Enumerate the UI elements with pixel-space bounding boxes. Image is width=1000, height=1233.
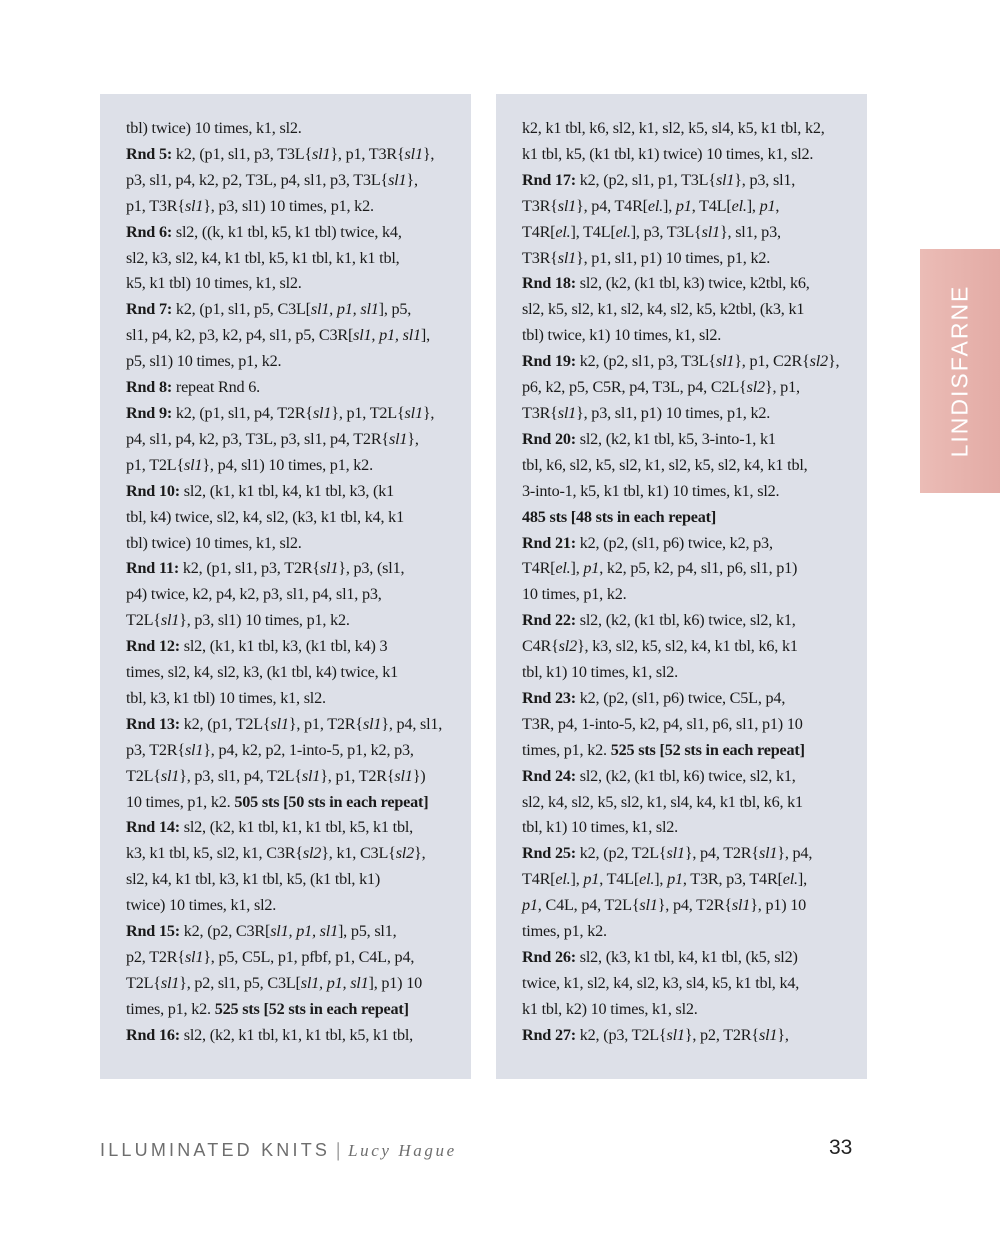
pattern-line — [522, 738, 847, 764]
pattern-bold-text: Rnd 16: — [126, 1025, 180, 1044]
pattern-text: ], T4L[ — [570, 222, 616, 241]
pattern-line — [522, 323, 847, 349]
pattern-text: repeat Rnd 6. — [172, 378, 261, 397]
pattern-text: sl2, (k2, k1 tbl, k1, k1 tbl, k5, k1 tbl, — [179, 818, 413, 837]
pattern-line — [126, 997, 451, 1023]
pattern-bold-text: Rnd 22: — [522, 611, 576, 630]
pattern-text: }, p2, sl1, p5, C3L[ — [179, 973, 301, 992]
pattern-text: tbl, k4) twice, sl2, k4, sl2, (k3, k1 tbl, k4, k1 — [126, 507, 404, 526]
pattern-bold-text: Rnd 12: — [126, 637, 180, 656]
pattern-text: twice, k1, sl2, k4, sl2, k3, sl4, k5, k1 tbl, k4, — [522, 973, 800, 992]
pattern-text: sl2, (k2, (k1 tbl, k6) twice, sl2, k1, — [575, 611, 796, 630]
pattern-bold-text: 505 sts [50 sts in each repeat] — [234, 792, 429, 811]
pattern-bold-text: Rnd 5: — [126, 144, 173, 163]
pattern-text: , C4L, p4, T2L{ — [537, 896, 640, 915]
pattern-text: T4R[ — [522, 222, 556, 241]
pattern-bold-text: Rnd 19: — [522, 352, 576, 371]
pattern-text: T4R[ — [522, 870, 556, 889]
pattern-text: ], — [420, 326, 430, 345]
pattern-italic-text: sl1, p1, sl1 — [270, 922, 338, 941]
pattern-text: T2L{ — [126, 766, 161, 785]
pattern-bold-text: Rnd 14: — [126, 818, 180, 837]
pattern-bold-text: 525 sts [52 sts in each repeat] — [610, 740, 805, 759]
pattern-text: }, p1, T2R{ — [320, 766, 395, 785]
pattern-bold-text: 485 sts [48 sts in each repeat] — [522, 507, 717, 526]
pattern-text: }) — [412, 766, 426, 785]
pattern-line — [126, 531, 451, 557]
pattern-italic-text: el. — [731, 196, 747, 215]
pattern-text: 3-into-1, k5, k1 tbl, k1) 10 times, k1, sl2. — [522, 481, 780, 500]
pattern-text: , T3R, p3, T4R[ — [682, 870, 783, 889]
pattern-italic-text: sl1 — [160, 973, 180, 992]
pattern-italic-text: sl1 — [731, 896, 751, 915]
pattern-text: }, — [827, 352, 840, 371]
pattern-line — [522, 867, 847, 893]
pattern-italic-text: sl1 — [160, 611, 180, 630]
pattern-column-right — [496, 94, 867, 1079]
pattern-text: sl2, (k1, k1 tbl, k4, k1 tbl, k3, (k1 — [179, 481, 394, 500]
pattern-bold-text: Rnd 9: — [126, 403, 173, 422]
pattern-italic-text: sl1 — [758, 1025, 778, 1044]
pattern-line — [522, 479, 847, 505]
pattern-text: sl2, k4, k1 tbl, k3, k1 tbl, k5, (k1 tbl, k1) — [126, 870, 381, 889]
pattern-line — [522, 142, 847, 168]
pattern-text: k2, (p2, (sl1, p6) twice, k2, p3, — [575, 533, 773, 552]
pattern-text: k2, (p2, sl1, p1, T3L{ — [575, 170, 716, 189]
pattern-text: }, — [422, 403, 435, 422]
pattern-italic-text: sl1 — [388, 170, 407, 189]
pattern-text: }, p1, — [764, 378, 800, 397]
pattern-text: p6, k2, p5, C5R, p4, T3L, p4, C2L{ — [522, 378, 747, 397]
pattern-bold-text: Rnd 15: — [126, 922, 180, 941]
pattern-italic-text: sl2 — [558, 637, 577, 656]
pattern-italic-text: p1 — [667, 870, 683, 889]
pattern-text: sl2, (k2, k1 tbl, k1, k1 tbl, k5, k1 tbl, — [179, 1025, 413, 1044]
pattern-line — [522, 997, 847, 1023]
pattern-italic-text: sl1 — [388, 429, 408, 448]
pattern-line — [126, 142, 451, 168]
pattern-line — [126, 660, 451, 686]
pattern-text: k2, (p2, C3R[ — [179, 922, 271, 941]
pattern-text: k2, (p1, sl1, p3, T3L{ — [172, 144, 313, 163]
pattern-italic-text: sl2 — [395, 844, 414, 863]
running-footer — [100, 1139, 457, 1165]
pattern-text: k2, (p2, T2L{ — [575, 844, 667, 863]
pattern-line — [522, 401, 847, 427]
pattern-text: , k2, p5, k2, p4, sl1, p6, sl1, p1) — [599, 559, 798, 578]
pattern-text: ], — [654, 870, 668, 889]
pattern-bold-text: Rnd 26: — [522, 948, 576, 966]
pattern-bold-text: Rnd 10: — [126, 481, 180, 500]
pattern-text: }, p4, T4R[ — [576, 196, 648, 215]
pattern-text: sl2, k5, sl2, k1, sl2, k4, sl2, k5, k2tbl, (k3, k1 — [522, 300, 805, 319]
pattern-text: p5, sl1) 10 times, p1, k2. — [126, 352, 282, 371]
pattern-text: }, k1, C3L{ — [321, 844, 396, 863]
pattern-text: sl2, k4, sl2, k5, sl2, k1, sl4, k4, k1 tbl, k6, k1 — [522, 792, 803, 811]
pattern-italic-text: p1 — [583, 870, 600, 889]
pattern-text: ], p5, sl1, — [337, 922, 397, 941]
pattern-text: tbl) twice, k1) 10 times, k1, sl2. — [522, 326, 722, 345]
pattern-italic-text: p1 — [759, 196, 776, 215]
pattern-line — [126, 194, 451, 220]
pattern-text: k3, k1 tbl, k5, sl2, k1, C3R{ — [126, 844, 303, 863]
pattern-text: tbl, k6, sl2, k5, sl2, k1, sl2, k5, sl2, k4, k1 tbl, — [522, 455, 808, 474]
pattern-italic-text: sl1 — [184, 740, 204, 759]
pattern-italic-text: el. — [555, 222, 571, 241]
pattern-italic-text: p1 — [522, 896, 538, 915]
pattern-line — [522, 712, 847, 738]
pattern-bold-text: Rnd 25: — [522, 844, 576, 863]
pattern-line — [522, 556, 847, 582]
pattern-text: sl2, ((k, k1 tbl, k5, k1 tbl) twice, k4, — [172, 222, 402, 241]
pattern-text: p4) twice, k2, p4, k2, p3, sl1, p4, sl1, p3, — [126, 585, 382, 604]
pattern-text: ], — [570, 559, 584, 578]
pattern-text: ], — [746, 196, 760, 215]
pattern-line — [126, 116, 451, 142]
pattern-text: }, — [414, 844, 426, 863]
pattern-italic-text: sl1 — [666, 1025, 685, 1044]
pattern-text: sl2, (k1, k1 tbl, k3, (k1 tbl, k4) 3 — [179, 637, 388, 656]
pattern-line — [522, 1023, 847, 1049]
pattern-italic-text: sl1 — [319, 559, 339, 578]
pattern-text: p2, T2R{ — [126, 948, 185, 966]
pattern-line — [126, 297, 451, 323]
pattern-line — [522, 841, 847, 867]
pattern-italic-text: sl1, p1, sl1 — [300, 973, 369, 992]
pattern-text: }, p4, — [777, 844, 813, 863]
pattern-text: p4, sl1, p4, k2, p3, T3L, p3, sl1, p4, T2R{ — [126, 429, 389, 448]
pattern-text: }, p1, sl1, p1) 10 times, p1, k2. — [576, 248, 771, 267]
pattern-line — [522, 375, 847, 401]
pattern-line — [522, 686, 847, 712]
pattern-italic-text: sl1 — [666, 844, 685, 863]
pattern-text: }, p4, sl1, — [381, 714, 443, 733]
pattern-line — [126, 608, 451, 634]
pattern-text: }, — [777, 1025, 789, 1044]
pattern-text: }, p1, T2R{ — [288, 714, 363, 733]
pattern-line — [522, 531, 847, 557]
pattern-column-left — [100, 94, 471, 1079]
pattern-text: sl2, (k2, k1 tbl, k5, 3-into-1, k1 — [575, 429, 776, 448]
pattern-italic-text: sl1 — [404, 403, 423, 422]
pattern-line — [126, 556, 451, 582]
pattern-line — [126, 686, 451, 712]
pattern-line — [522, 971, 847, 997]
pattern-text: tbl) twice) 10 times, k1, sl2. — [126, 119, 302, 137]
pattern-text: tbl) twice) 10 times, k1, sl2. — [126, 533, 302, 552]
pattern-italic-text: sl1 — [160, 766, 180, 785]
pattern-text: }, p1) 10 — [750, 896, 807, 915]
pattern-text: T2L{ — [126, 611, 161, 630]
pattern-italic-text: sl1 — [557, 403, 577, 422]
pattern-bold-text: Rnd 21: — [522, 533, 576, 552]
pattern-text: k2, (p2, (sl1, p6) twice, C5L, p4, — [575, 688, 786, 707]
pattern-italic-text: sl1, p1, sl1 — [310, 300, 379, 319]
pattern-text: k2, (p2, sl1, p3, T3L{ — [575, 352, 716, 371]
pattern-line — [522, 790, 847, 816]
footer-separator: | — [336, 1139, 341, 1161]
pattern-text: }, p3, sl1, — [734, 170, 796, 189]
pattern-line — [522, 349, 847, 375]
pattern-text: ], — [663, 196, 676, 215]
pattern-italic-text: sl1 — [312, 403, 332, 422]
pattern-line — [126, 375, 451, 401]
pattern-text: }, p3, sl1) 10 times, p1, k2. — [203, 196, 374, 215]
pattern-text: ], p3, T3L{ — [630, 222, 702, 241]
pattern-line — [126, 634, 451, 660]
pattern-text: tbl, k1) 10 times, k1, sl2. — [522, 663, 679, 682]
pattern-text: }, p4, sl1) 10 times, p1, k2. — [202, 455, 373, 474]
pattern-line — [126, 1023, 451, 1049]
pattern-bold-text: 525 sts [52 sts in each repeat] — [214, 999, 409, 1018]
pattern-italic-text: sl1 — [701, 222, 720, 241]
pattern-italic-text: el. — [555, 870, 571, 889]
pattern-italic-text: sl1 — [404, 144, 423, 163]
pattern-text: k2, (p1, sl1, p3, T2R{ — [179, 559, 320, 578]
pattern-italic-text: sl1 — [301, 766, 321, 785]
pattern-italic-text: el. — [555, 559, 571, 578]
pattern-italic-text: el. — [782, 870, 798, 889]
pattern-text: k1 tbl, k5, (k1 tbl, k1) twice) 10 times, k1, sl2. — [522, 144, 814, 163]
pattern-italic-text: sl1 — [557, 248, 577, 267]
pattern-italic-text: el. — [647, 196, 664, 215]
pattern-line — [522, 271, 847, 297]
pattern-bold-text: Rnd 27: — [522, 1025, 576, 1044]
pattern-text: ], — [797, 870, 807, 889]
pattern-text: tbl, k1) 10 times, k1, sl2. — [522, 818, 679, 837]
pattern-text: times, p1, k2. — [522, 922, 607, 941]
pattern-bold-text: Rnd 6: — [126, 222, 173, 241]
pattern-italic-text: sl1 — [270, 714, 289, 733]
pattern-text: p1, T3R{ — [126, 196, 185, 215]
pattern-italic-text: p1 — [583, 559, 600, 578]
pattern-bold-text: Rnd 8: — [126, 378, 173, 397]
pattern-text: , T4L[ — [599, 870, 640, 889]
pattern-line — [126, 867, 451, 893]
pattern-line — [522, 246, 847, 272]
pattern-text: , T4L[ — [691, 196, 732, 215]
pattern-line — [522, 764, 847, 790]
pattern-line — [522, 194, 847, 220]
pattern-bold-text: Rnd 23: — [522, 688, 576, 707]
pattern-line — [522, 220, 847, 246]
pattern-line — [126, 220, 451, 246]
pattern-line — [126, 945, 451, 971]
pattern-italic-text: sl2 — [809, 352, 828, 371]
pattern-line — [126, 790, 451, 816]
pattern-text: k1 tbl, k2) 10 times, k1, sl2. — [522, 999, 698, 1018]
pattern-italic-text: sl1 — [184, 455, 203, 474]
pattern-text: sl2, (k2, (k1 tbl, k3) twice, k2tbl, k6, — [575, 274, 810, 293]
pattern-line — [522, 815, 847, 841]
pattern-line — [126, 453, 451, 479]
pattern-line — [126, 971, 451, 997]
pattern-line — [522, 634, 847, 660]
pattern-text: }, p3, sl1) 10 times, p1, k2. — [179, 611, 350, 630]
pattern-line — [522, 893, 847, 919]
pattern-line — [522, 116, 847, 142]
pattern-text: k5, k1 tbl) 10 times, k1, sl2. — [126, 274, 302, 293]
pattern-line — [126, 919, 451, 945]
pattern-line — [522, 427, 847, 453]
pattern-text: twice) 10 times, k1, sl2. — [126, 896, 277, 915]
pattern-line — [126, 764, 451, 790]
pattern-text: }, k3, sl2, k5, sl2, k4, k1 tbl, k6, k1 — [576, 637, 798, 656]
pattern-text: ], p1) 10 — [368, 973, 422, 992]
pattern-line — [126, 246, 451, 272]
pattern-text: T3R{ — [522, 403, 558, 422]
pattern-italic-text: p1 — [675, 196, 692, 215]
pattern-line — [522, 453, 847, 479]
pattern-italic-text: sl1 — [557, 196, 577, 215]
pattern-text: k2, k1 tbl, k6, sl2, k1, sl2, k5, sl4, k5, k1 tbl, k2, — [522, 119, 825, 137]
pattern-bold-text: Rnd 18: — [522, 274, 576, 293]
pattern-bold-text: Rnd 24: — [522, 766, 576, 785]
chapter-side-tab-label: LINDISFARNE — [946, 284, 973, 458]
pattern-text: }, — [407, 429, 419, 448]
pattern-italic-text: sl1 — [312, 144, 331, 163]
pattern-text: }, p2, T2R{ — [684, 1025, 759, 1044]
pattern-line — [126, 738, 451, 764]
pattern-text: k2, (p1, sl1, p5, C3L[ — [172, 300, 311, 319]
pattern-text: times, p1, k2. — [522, 740, 611, 759]
pattern-text: }, p4, k2, p2, 1-into-5, p1, k2, p3, — [203, 740, 414, 759]
pattern-text: 10 times, p1, k2. — [126, 792, 235, 811]
pattern-bold-text: Rnd 20: — [522, 429, 576, 448]
pattern-italic-text: sl1 — [715, 352, 735, 371]
pattern-text: }, sl1, p3, — [719, 222, 781, 241]
pattern-italic-text: sl2 — [302, 844, 322, 863]
pattern-text: }, p3, sl1, p1) 10 times, p1, k2. — [576, 403, 771, 422]
pattern-text: k2, (p1, T2L{ — [179, 714, 271, 733]
pattern-italic-text: sl1, p1, sl1 — [353, 326, 421, 345]
pattern-text: }, p1, T3R{ — [330, 144, 405, 163]
pattern-text: k2, (p3, T2L{ — [575, 1025, 667, 1044]
pattern-line — [522, 505, 847, 531]
pattern-bold-text: Rnd 11: — [126, 559, 180, 578]
pattern-text: ], p5, — [378, 300, 412, 319]
pattern-text: T3R, p4, 1-into-5, k2, p4, sl1, p6, sl1, p1) 10 — [522, 714, 803, 733]
pattern-text: }, p1, C2R{ — [734, 352, 810, 371]
pattern-text: }, p5, C5L, p1, pfbf, p1, C4L, p4, — [203, 948, 415, 966]
pattern-text: }, p3, (sl1, — [338, 559, 405, 578]
pattern-italic-text: sl1 — [362, 714, 382, 733]
pattern-text: sl2, (k2, (k1 tbl, k6) twice, sl2, k1, — [575, 766, 796, 785]
pattern-text: sl2, (k3, k1 tbl, k4, k1 tbl, (k5, sl2) — [575, 948, 798, 966]
pattern-line — [126, 505, 451, 531]
pattern-text: }, p3, sl1, p4, T2L{ — [179, 766, 302, 785]
pattern-line — [126, 168, 451, 194]
pattern-text: , — [775, 196, 780, 215]
pattern-text: times, sl2, k4, sl2, k3, (k1 tbl, k4) twice, k1 — [126, 663, 399, 682]
pattern-bold-text: Rnd 7: — [126, 300, 173, 319]
pattern-line — [522, 297, 847, 323]
pattern-bold-text: Rnd 17: — [522, 170, 576, 189]
pattern-text: 10 times, p1, k2. — [522, 585, 627, 604]
pattern-line — [522, 660, 847, 686]
pattern-text: C4R{ — [522, 637, 559, 656]
pattern-line — [522, 919, 847, 945]
pattern-text: }, p4, T2R{ — [684, 844, 759, 863]
pattern-text: times, p1, k2. — [126, 999, 215, 1018]
pattern-text: tbl, k3, k1 tbl) 10 times, k1, sl2. — [126, 688, 326, 707]
pattern-line — [522, 582, 847, 608]
pattern-italic-text: sl2 — [746, 378, 765, 397]
pattern-text: ], — [570, 870, 584, 889]
pattern-text: p1, T2L{ — [126, 455, 185, 474]
pattern-line — [126, 323, 451, 349]
pattern-italic-text: sl1 — [639, 896, 658, 915]
author-name: Lucy Hague — [348, 1141, 457, 1160]
pattern-line — [126, 815, 451, 841]
pattern-line — [126, 427, 451, 453]
pattern-text: T3R{ — [522, 248, 558, 267]
pattern-line — [126, 582, 451, 608]
pattern-italic-text: sl1 — [184, 196, 204, 215]
pattern-line — [522, 608, 847, 634]
pattern-line — [522, 945, 847, 971]
pattern-line — [126, 893, 451, 919]
pattern-text: }, p1, T2L{ — [331, 403, 405, 422]
pattern-line — [126, 401, 451, 427]
pattern-text: sl2, k3, sl2, k4, k1 tbl, k5, k1 tbl, k1, k1 tbl, — [126, 248, 400, 267]
pattern-line — [126, 349, 451, 375]
pattern-line — [126, 712, 451, 738]
pattern-line — [126, 479, 451, 505]
pattern-text: k2, (p1, sl1, p4, T2R{ — [172, 403, 313, 422]
pattern-line — [522, 168, 847, 194]
pattern-italic-text: sl1 — [184, 948, 204, 966]
pattern-bold-text: Rnd 13: — [126, 714, 180, 733]
pattern-line — [126, 841, 451, 867]
pattern-italic-text: sl1 — [758, 844, 778, 863]
pattern-text: p3, sl1, p4, k2, p2, T3L, p4, sl1, p3, T3L{ — [126, 170, 389, 189]
pattern-text: }, — [406, 170, 418, 189]
pattern-text: }, — [422, 144, 435, 163]
chapter-side-tab — [920, 249, 1000, 493]
pattern-line — [126, 271, 451, 297]
pattern-italic-text: el. — [639, 870, 655, 889]
pattern-italic-text: el. — [615, 222, 631, 241]
page-number: 33 — [829, 1136, 853, 1159]
pattern-italic-text: sl1 — [715, 170, 735, 189]
book-title: ILLUMINATED KNITS — [100, 1140, 331, 1160]
pattern-italic-text: sl1 — [394, 766, 413, 785]
pattern-text: p3, T2R{ — [126, 740, 185, 759]
pattern-text: sl1, p4, k2, p3, k2, p4, sl1, p5, C3R[ — [126, 326, 354, 345]
pattern-text: T3R{ — [522, 196, 558, 215]
pattern-text: T4R[ — [522, 559, 556, 578]
pattern-text: }, p4, T2R{ — [657, 896, 732, 915]
pattern-text: T2L{ — [126, 973, 161, 992]
